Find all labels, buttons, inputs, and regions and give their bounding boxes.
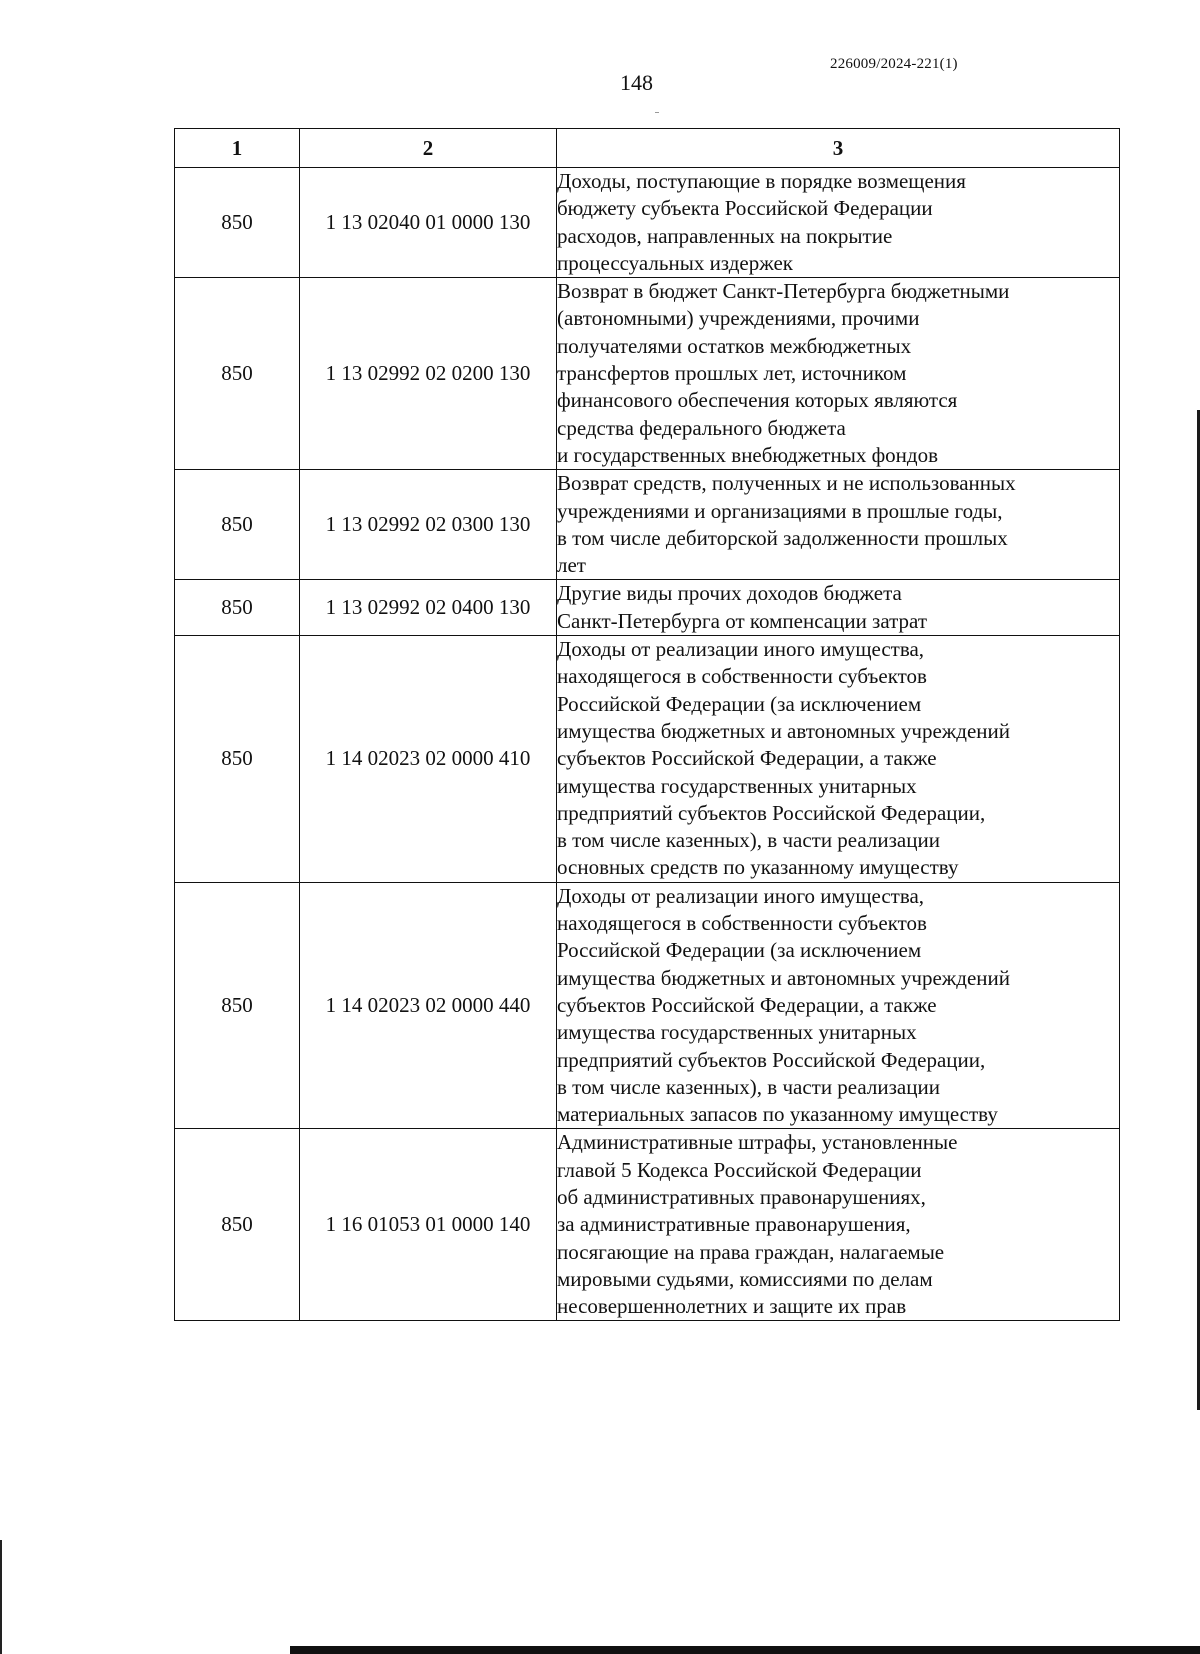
revenue-name-line: несовершеннолетних и защите их прав — [557, 1294, 907, 1319]
revenue-name-line: находящегося в собственности субъектов — [557, 911, 927, 936]
admin-code-cell: 850 — [175, 278, 300, 470]
revenue-name-cell — [557, 580, 1120, 636]
column-header-code: 2 — [300, 129, 557, 168]
table-row — [175, 580, 1120, 636]
scan-edge-left — [0, 1540, 2, 1654]
budget-classification-code-cell: 1 13 02992 02 0200 130 — [300, 278, 557, 470]
table-row — [175, 1129, 1120, 1321]
revenue-name-line: предприятий субъектов Российской Федерации, — [557, 1047, 986, 1072]
revenue-name-line: об административных правонарушениях, — [557, 1184, 926, 1209]
revenue-name-line: имущества бюджетных и автономных учреждений — [557, 965, 1011, 990]
revenue-name-line: Российской Федерации (за исключением — [557, 938, 922, 963]
revenue-name-line: Санкт-Петербурга от компенсации затрат — [557, 608, 928, 633]
budget-classification-code-cell: 1 13 02992 02 0300 130 — [300, 470, 557, 580]
revenue-classification-table — [174, 128, 1120, 1321]
revenue-name-line: материальных запасов по указанному имуществу — [557, 1102, 998, 1127]
page-number: 148 — [620, 70, 653, 95]
revenue-name-line: за административные правонарушения, — [557, 1212, 911, 1237]
revenue-name-line: получателями остатков межбюджетных — [557, 333, 912, 358]
revenue-name-line: находящегося в собственности субъектов — [557, 664, 927, 689]
admin-code-cell: 850 — [175, 636, 300, 883]
revenue-name-line: имущества государственных унитарных — [557, 773, 917, 798]
admin-code-cell: 850 — [175, 580, 300, 636]
revenue-name-cell — [557, 636, 1120, 883]
revenue-name-line: расходов, направленных на покрытие — [557, 223, 893, 248]
revenue-name-line: в том числе дебиторской задолженности прошлых — [557, 525, 1008, 550]
revenue-name-line: Российской Федерации (за исключением — [557, 691, 922, 716]
revenue-name-line: Возврат в бюджет Санкт-Петербурга бюджетными — [557, 279, 1010, 304]
budget-classification-code-cell: 1 14 02023 02 0000 440 — [300, 882, 557, 1129]
revenue-name-line: в том числе казенных), в части реализации — [557, 828, 940, 853]
table-row — [175, 278, 1120, 470]
budget-classification-code-cell: 1 16 01053 01 0000 140 — [300, 1129, 557, 1321]
revenue-name-line: учреждениями и организациями в прошлые годы, — [557, 498, 1003, 523]
revenue-name-line: имущества бюджетных и автономных учреждений — [557, 718, 1011, 743]
revenue-name-line: посягающие на права граждан, налагаемые — [557, 1239, 945, 1264]
revenue-name-cell — [557, 1129, 1120, 1321]
revenue-name-line: Административные штрафы, установленные — [557, 1130, 958, 1155]
table-row — [175, 168, 1120, 278]
revenue-name-line: Возврат средств, полученных и не использованных — [557, 471, 1016, 496]
revenue-name-line: процессуальных издержек — [557, 250, 793, 275]
table-row — [175, 882, 1120, 1129]
revenue-name-cell — [557, 278, 1120, 470]
admin-code-cell: 850 — [175, 470, 300, 580]
table-row — [175, 470, 1120, 580]
revenue-name-line: имущества государственных унитарных — [557, 1020, 917, 1045]
revenue-name-cell — [557, 168, 1120, 278]
revenue-name-line: субъектов Российской Федерации, а также — [557, 992, 937, 1017]
table-body — [175, 168, 1120, 1321]
revenue-name-cell — [557, 882, 1120, 1129]
revenue-name-line: субъектов Российской Федерации, а также — [557, 746, 937, 771]
revenue-name-line: и государственных внебюджетных фондов — [557, 442, 939, 467]
revenue-name-line: Доходы, поступающие в порядке возмещения — [557, 169, 966, 193]
revenue-name-cell — [557, 470, 1120, 580]
budget-classification-code-cell: 1 13 02040 01 0000 130 — [300, 168, 557, 278]
revenue-name-line: предприятий субъектов Российской Федерации, — [557, 800, 986, 825]
scan-mark — [655, 112, 659, 113]
document-registration-number: 226009/2024-221(1) — [830, 56, 958, 72]
admin-code-cell: 850 — [175, 168, 300, 278]
admin-code-cell: 850 — [175, 882, 300, 1129]
revenue-name-line: средства федерального бюджета — [557, 415, 846, 440]
budget-classification-code-cell: 1 13 02992 02 0400 130 — [300, 580, 557, 636]
revenue-name-line: (автономными) учреждениями, прочими — [557, 306, 920, 331]
table-header — [175, 129, 1120, 168]
budget-classification-code-cell: 1 14 02023 02 0000 410 — [300, 636, 557, 883]
scan-edge-bottom — [290, 1646, 1200, 1654]
column-header-name: 3 — [557, 129, 1120, 168]
revenue-name-line: Доходы от реализации иного имущества, — [557, 637, 925, 662]
column-header-admin: 1 — [175, 129, 300, 168]
revenue-name-line: финансового обеспечения которых являются — [557, 388, 958, 413]
revenue-name-line: главой 5 Кодекса Российской Федерации — [557, 1157, 922, 1182]
revenue-name-line: Другие виды прочих доходов бюджета — [557, 581, 902, 606]
revenue-name-line: в том числе казенных), в части реализации — [557, 1074, 940, 1099]
revenue-name-line: бюджету субъекта Российской Федерации — [557, 196, 933, 221]
revenue-name-line: трансфертов прошлых лет, источником — [557, 361, 907, 386]
revenue-name-line: Доходы от реализации иного имущества, — [557, 883, 925, 908]
header-row — [175, 129, 1120, 168]
revenue-name-line: лет — [557, 553, 586, 578]
revenue-name-line: мировыми судьями, комиссиями по делам — [557, 1266, 933, 1291]
revenue-name-line: основных средств по указанному имуществу — [557, 855, 959, 880]
table-row — [175, 636, 1120, 883]
admin-code-cell: 850 — [175, 1129, 300, 1321]
